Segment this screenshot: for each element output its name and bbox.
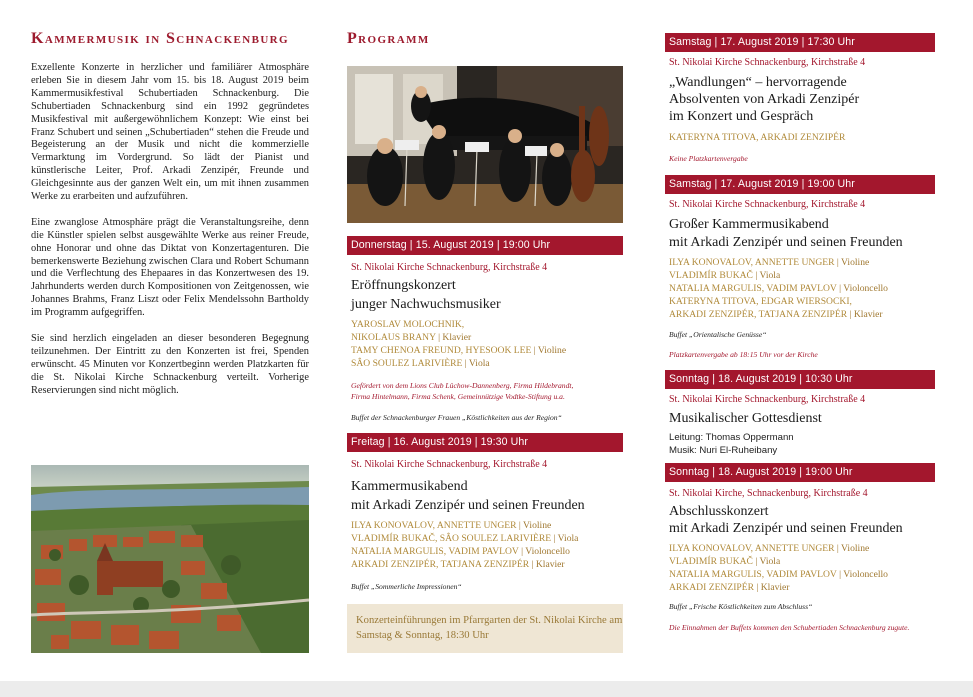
sponsor-note: Firma Hintelmann, Firma Schenk, Gemeinnützige Vodtke-Stiftung u.a. bbox=[351, 392, 565, 401]
performer-names: ARKADI ZENZIPÉR, TATJANA ZENZIPÉR bbox=[669, 309, 848, 320]
performer-line bbox=[351, 319, 464, 332]
intro-heading: Kammermusik in Schnackenburg bbox=[31, 30, 289, 47]
ensemble-photo bbox=[347, 66, 623, 223]
performer-line bbox=[669, 257, 869, 270]
event-title: Eröffnungskonzert bbox=[351, 278, 456, 293]
performer-line bbox=[351, 559, 565, 572]
event-title: „Wandlungen“ – hervorragende bbox=[669, 75, 847, 90]
buffet-note: Buffet der Schnackenburger Frauen „Köstlichkeiten aus der Region“ bbox=[351, 413, 562, 422]
performer-names: VLADIMÍR BUKAČ, SÂO SOULEZ LARIVIÈRE bbox=[351, 533, 552, 544]
instrument: | Violine bbox=[516, 520, 552, 531]
performer-line bbox=[351, 332, 471, 345]
event-subtitle: im Konzert und Gespräch bbox=[669, 109, 814, 124]
instrument: | Violoncello bbox=[836, 569, 888, 580]
event-title: Großer Kammermusikabend bbox=[669, 217, 829, 232]
performer-line bbox=[669, 569, 888, 582]
instrument: | Klavier bbox=[529, 559, 565, 570]
performer-names: SÂO SOULEZ LARIVIÈRE bbox=[351, 358, 463, 369]
performer-names: NATALIA MARGULIS, VADIM PAVLOV bbox=[351, 546, 519, 557]
event-location: St. Nikolai Kirche Schnackenburg, Kirchstraße 4 bbox=[351, 262, 548, 273]
buffet-note: Buffet „Orientalische Genüsse“ bbox=[669, 330, 767, 339]
performer-names: ARKADI ZENZIPÉR, TATJANA ZENZIPÉR bbox=[351, 559, 530, 570]
buffet-note: Buffet „Sommerliche Impressionen“ bbox=[351, 582, 462, 591]
ticket-note: Platzkartenvergabe ab 18:15 Uhr vor der Kirche bbox=[669, 350, 818, 359]
event-date-bar: Sonntag | 18. August 2019 | 19:00 Uhr bbox=[665, 463, 935, 482]
event-title: Musikalischer Gottesdienst bbox=[669, 411, 822, 426]
intro-paragraph: Sie sind herzlich eingeladen an dieser besonderen Begegnung teilzunehmen. Der Eintritt zu den Konzerten ist frei, Spenden erwünscht. 45 Minuten vor Konzertbeginn werden Platzkarten für die St. Nikolai Kirche Schnackenburg verteilt. Vorherige Reservierungen sind nicht möglich. bbox=[31, 333, 309, 396]
service-leader: Leitung: Thomas Oppermann bbox=[669, 432, 794, 443]
instrument: | Klavier bbox=[435, 332, 472, 343]
performer-line bbox=[351, 520, 551, 533]
ticket-note: Keine Platzkartenvergabe bbox=[669, 154, 748, 163]
instrument: | Violoncello bbox=[836, 283, 888, 294]
event-location: St. Nikolai Kirche Schnackenburg, Kirchstraße 4 bbox=[669, 57, 866, 68]
performer-line: KATERYNA TITOVA, ARKADI ZENZIPÉR bbox=[669, 132, 846, 143]
buffet-note: Buffet „Frische Köstlichkeiten zum Abschluss“ bbox=[669, 602, 813, 611]
event-subtitle: mit Arkadi Zenzipér und seinen Freunden bbox=[351, 498, 585, 513]
performer-names: ILYA KONOVALOV, ANNETTE UNGER bbox=[669, 257, 835, 268]
intro-text bbox=[31, 62, 309, 410]
performer-names: ILYA KONOVALOV, ANNETTE UNGER bbox=[351, 520, 517, 531]
performer-line bbox=[351, 533, 578, 546]
performer-line bbox=[351, 546, 570, 559]
concert-intro-box: Konzerteinführungen im Pfarrgarten der St. Nikolai Kirche am Samstag & Sonntag, 18:30 Uhr bbox=[347, 604, 623, 653]
intro-paragraph: Eine zwanglose Atmosphäre prägt die Veranstaltungsreihe, denn die Künstler spielen selbst ausgewählte Werke aus reiner Freude, ohne Honorar und ohne das Diktat von Konzertagenturen. Die bemerkenswerte Beziehung zwischen Clara und Robert Schumann und die Verflechtung des Ehepaares in das Konzertwesen des 19. Jahrhunderts werden durch Kompositionen von Zeitgenossen, wie Johannes Brahms, Franz Liszt oder Felix Mendelssohn Bartholdy im Programm aufgegriffen. bbox=[31, 216, 309, 319]
instrument: | Klavier bbox=[847, 309, 883, 320]
performer-names: NATALIA MARGULIS, VADIM PAVLOV bbox=[669, 569, 837, 580]
event-subtitle: Absolventen von Arkadi Zenzipér bbox=[669, 92, 860, 107]
event-location: St. Nikolai Kirche Schnackenburg, Kirchstraße 4 bbox=[669, 394, 866, 405]
instrument: | Klavier bbox=[754, 582, 790, 593]
performer-line bbox=[669, 309, 883, 322]
performer-line bbox=[669, 296, 852, 309]
intro-paragraph: Exzellente Konzerte in herzlicher und familiärer Atmosphäre erleben Sie in diesem Jahr vom 15. bis 18. August 2019 beim Kammermusikfestival Schubertiaden Schnackenburg. Die Schubertiaden Schnackenburg sind ein 1992 gegründetes Musikfestival mit außergewöhnlichem Konzept: Wie einst bei Franz Schubert und seinen „Schubertiaden“ stehen die Freude und Begeisterung an der Musik und nicht die kommerzielle Vermarktung im Vordergrund. So lädt der Pianist und künstlerische Leiter, Prof. Arkadi Zenzipér, Freunde und Gleichgesinnte aus der ganzen Welt ein, um mit ihnen zusammen Werke zu erarbeiten und aufzuführen. bbox=[31, 62, 309, 203]
instrument: | Violoncello bbox=[518, 546, 570, 557]
instrument: | Violine bbox=[834, 257, 870, 268]
instrument: | Viola bbox=[551, 533, 579, 544]
performer-names: VLADIMÍR BUKAČ bbox=[669, 556, 753, 567]
viewer-background bbox=[0, 681, 973, 697]
performer-line bbox=[351, 345, 566, 358]
event-location: St. Nikolai Kirche Schnackenburg, Kirchstraße 4 bbox=[351, 459, 548, 470]
service-music: Musik: Nuri El-Ruheibany bbox=[669, 445, 778, 456]
event-title: Abschlusskonzert bbox=[669, 504, 769, 519]
event-date-bar: Samstag | 17. August 2019 | 19:00 Uhr bbox=[665, 175, 935, 194]
performer-line bbox=[669, 556, 780, 569]
aerial-village-photo bbox=[31, 465, 309, 653]
event-subtitle: mit Arkadi Zenzipér und seinen Freunden bbox=[669, 521, 903, 536]
performer-names: NATALIA MARGULIS, VADIM PAVLOV bbox=[669, 283, 837, 294]
event-date-bar: Samstag | 17. August 2019 | 17:30 Uhr bbox=[665, 33, 935, 52]
event-date-bar: Freitag | 16. August 2019 | 19:30 Uhr bbox=[347, 433, 623, 452]
event-subtitle: junger Nachwuchsmusiker bbox=[351, 297, 501, 312]
event-date-bar: Sonntag | 18. August 2019 | 10:30 Uhr bbox=[665, 370, 935, 389]
event-subtitle: mit Arkadi Zenzipér und seinen Freunden bbox=[669, 235, 903, 250]
instrument: | Violine bbox=[834, 543, 870, 554]
instrument: | Viola bbox=[752, 270, 781, 281]
performer-line bbox=[669, 270, 780, 283]
performer-names: NIKOLAUS BRANY bbox=[351, 332, 436, 343]
performer-names: KATERYNA TITOVA, EDGAR WIERSOCKI, bbox=[669, 296, 852, 307]
performer-names: TAMY CHENOA FREUND, HYESOOK LEE bbox=[351, 345, 532, 356]
performer-line bbox=[669, 283, 888, 296]
performer-names: ILYA KONOVALOV, ANNETTE UNGER bbox=[669, 543, 835, 554]
program-heading: Programm bbox=[347, 30, 430, 47]
proceeds-note: Die Einnahmen der Buffets kommen den Schubertiaden Schnackenburg zugute. bbox=[669, 623, 910, 632]
event-location: St. Nikolai Kirche Schnackenburg, Kirchstraße 4 bbox=[669, 199, 866, 210]
sponsor-note: Gefördert von dem Lions Club Lüchow-Dannenberg, Firma Hildebrandt, bbox=[351, 381, 574, 390]
performer-line bbox=[351, 358, 490, 371]
performer-names: ARKADI ZENZIPÉR bbox=[669, 582, 755, 593]
performer-line bbox=[669, 543, 869, 556]
performer-names: VLADIMÍR BUKAČ bbox=[669, 270, 753, 281]
event-location: St. Nikolai Kirche, Schnackenburg, Kirchstraße 4 bbox=[669, 488, 868, 499]
instrument: | Violine bbox=[531, 345, 567, 356]
instrument: | Viola bbox=[462, 358, 490, 369]
performer-line bbox=[669, 582, 790, 595]
performer-names: YAROSLAV MOLOCHNIK, bbox=[351, 319, 465, 330]
instrument: | Viola bbox=[752, 556, 781, 567]
event-title: Kammermusikabend bbox=[351, 479, 468, 494]
event-date-bar: Donnerstag | 15. August 2019 | 19:00 Uhr bbox=[347, 236, 623, 255]
